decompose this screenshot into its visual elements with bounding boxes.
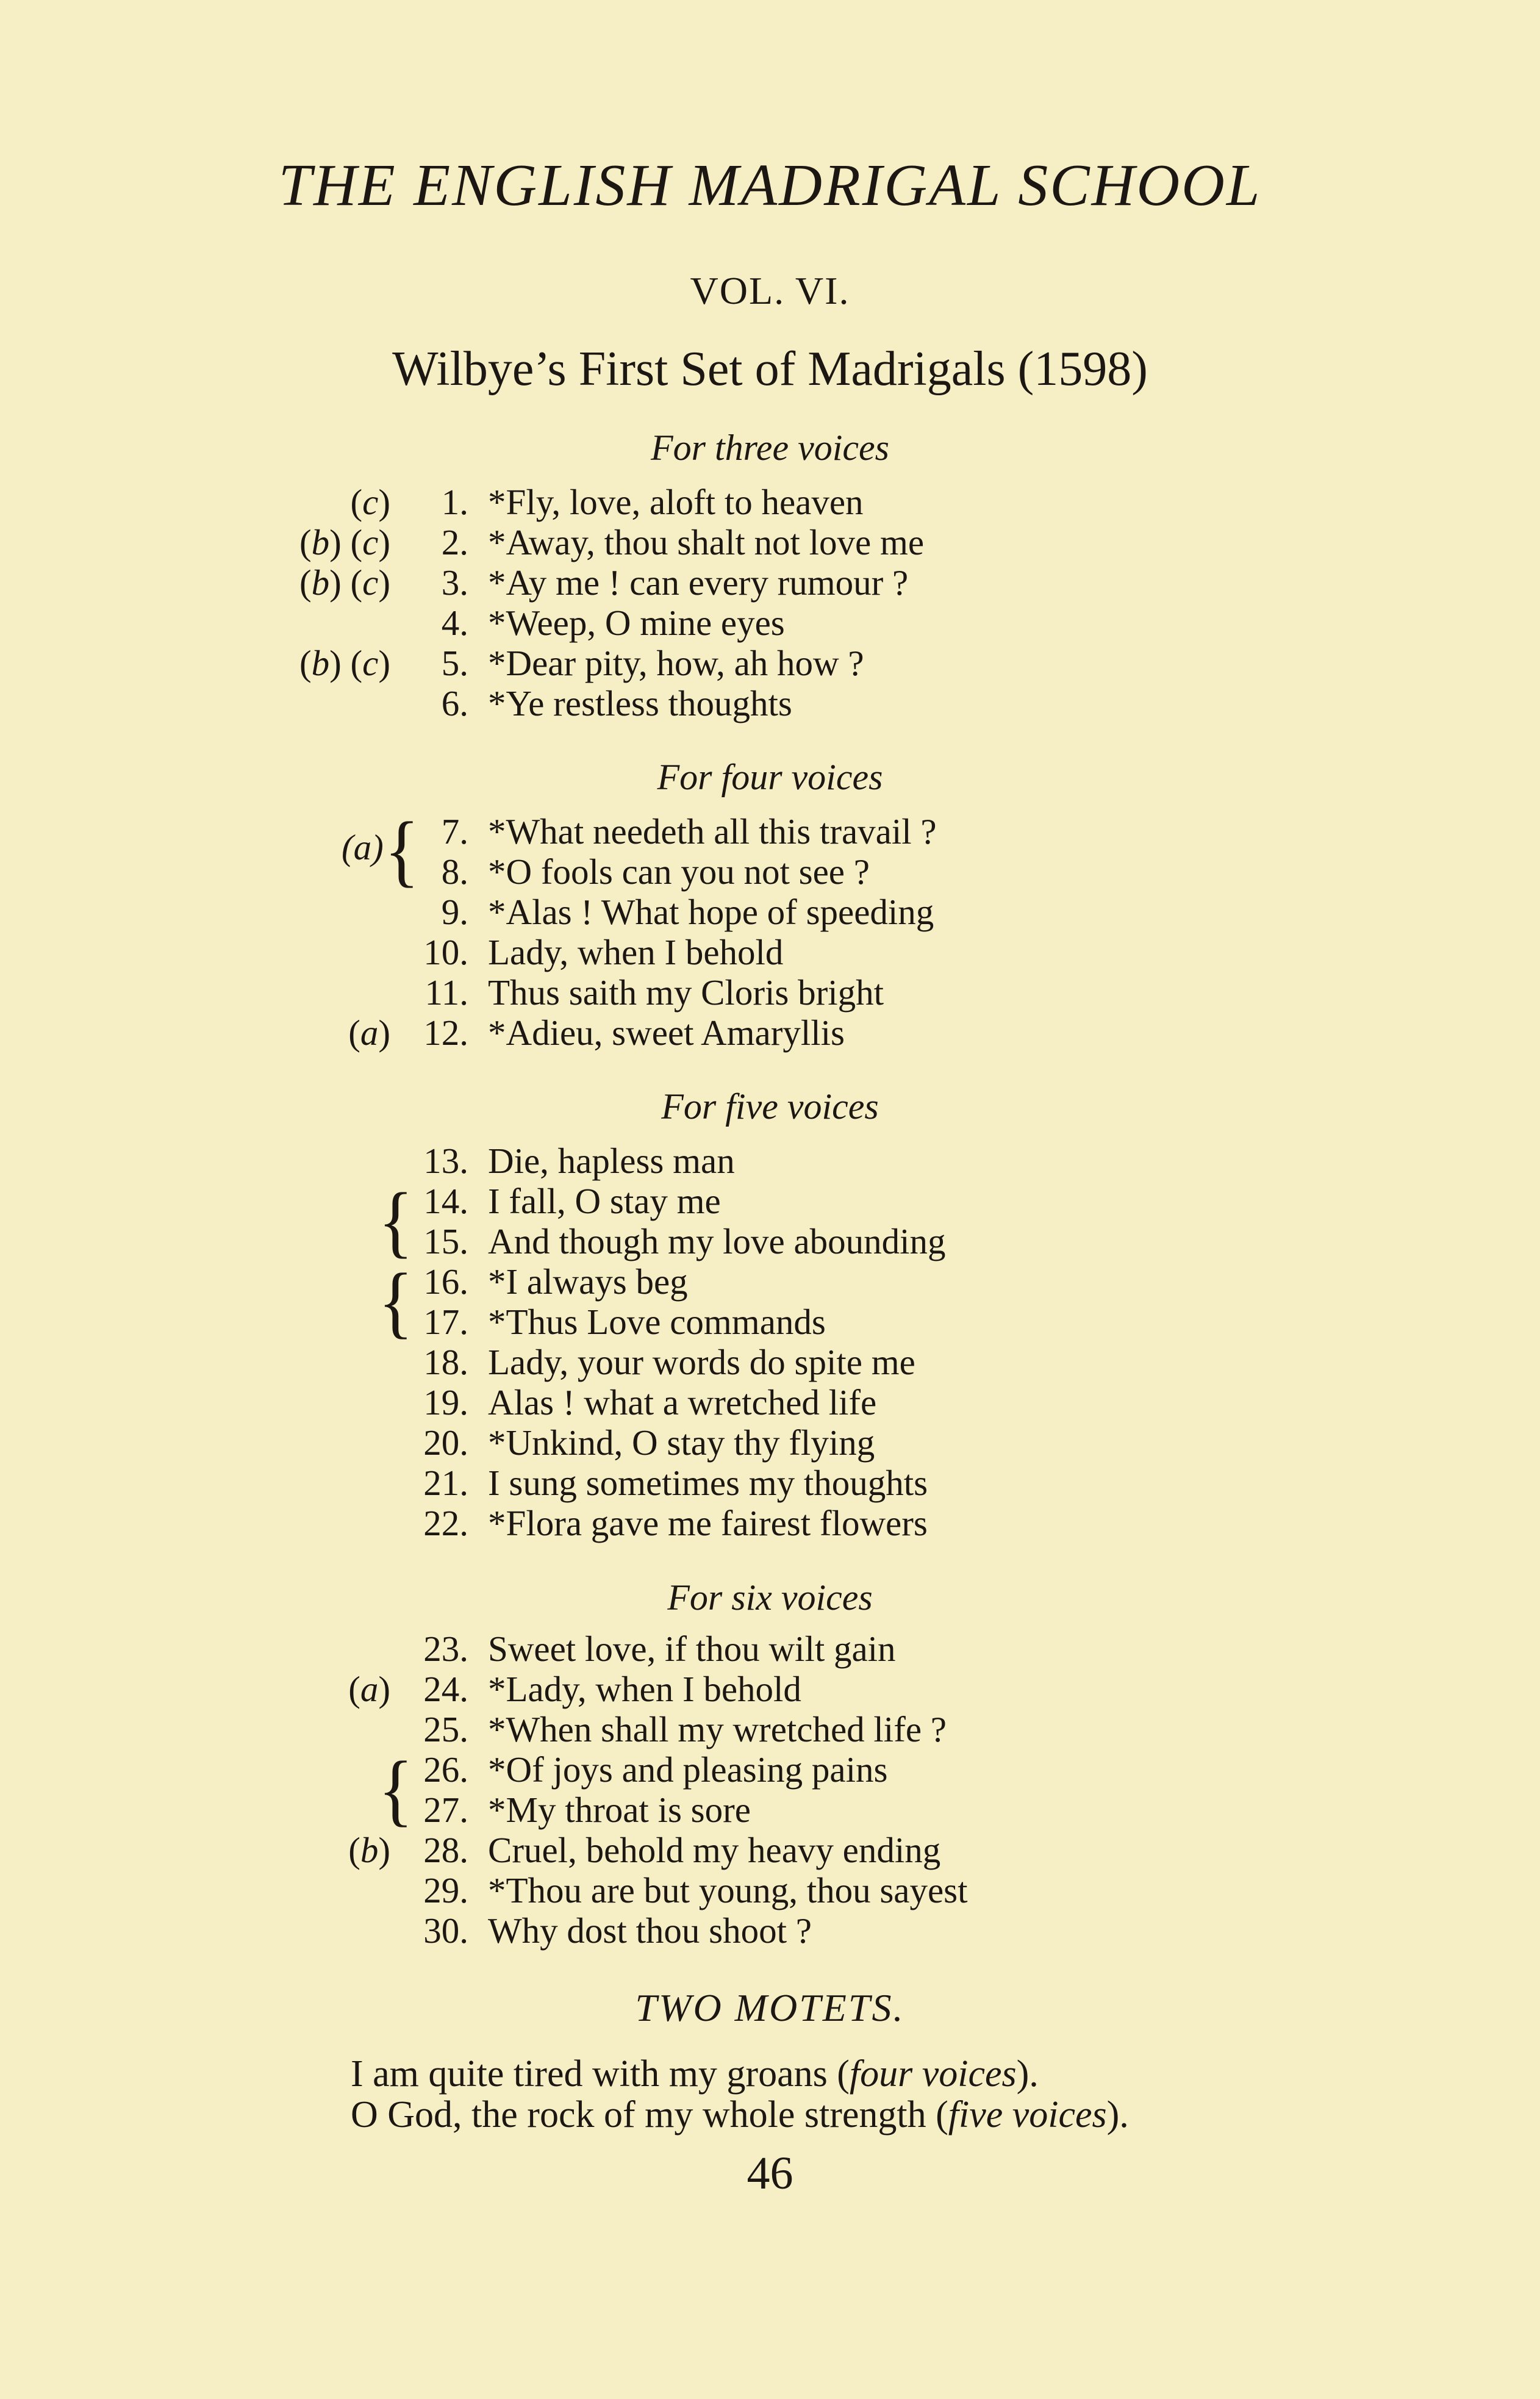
entry-title: *Lady, when I behold	[488, 1669, 801, 1709]
brace-label: (a)	[342, 827, 384, 867]
entry-number: 16.	[423, 1261, 468, 1302]
list-item	[0, 1261, 1540, 1302]
entry-number: 23.	[423, 1629, 468, 1669]
list-item	[0, 1790, 1540, 1830]
entry-title: Lady, when I behold	[488, 932, 784, 972]
entry-number: 4.	[441, 603, 468, 643]
section-heading: For six voices	[667, 1577, 873, 1618]
entry-title: Thus saith my Cloris bright	[488, 972, 884, 1013]
entry-title: *Dear pity, how, ah how ?	[488, 643, 864, 683]
entry-title: Sweet love, if thou wilt gain	[488, 1629, 896, 1669]
page-title: THE ENGLISH MADRIGAL SCHOOL	[278, 152, 1262, 218]
entry-title: *Unkind, O stay thy flying	[488, 1422, 875, 1463]
section-heading: For five voices	[661, 1086, 879, 1127]
entry-number: 19.	[423, 1382, 468, 1422]
list-item	[0, 1910, 1540, 1951]
list-item	[0, 1181, 1540, 1221]
entry-title: Cruel, behold my heavy ending	[488, 1830, 941, 1870]
list-item	[0, 1382, 1540, 1422]
entry-mark: (c)	[350, 482, 390, 522]
entry-mark: (a)	[348, 1669, 390, 1709]
entry-title: Lady, your words do spite me	[488, 1342, 915, 1382]
list-item	[0, 1463, 1540, 1503]
entry-number: 9.	[441, 892, 468, 932]
entry-number: 15.	[423, 1221, 468, 1261]
entry-number: 7.	[441, 811, 468, 852]
entry-number: 17.	[423, 1302, 468, 1342]
list-item	[0, 852, 1540, 892]
entry-mark: (b) (c)	[299, 522, 390, 562]
brace-mark: {	[378, 1257, 414, 1346]
list-item	[0, 562, 1540, 603]
entry-title: *Ay me ! can every rumour ?	[488, 562, 909, 603]
entry-number: 30.	[423, 1910, 468, 1951]
entry-title: And though my love abounding	[488, 1221, 946, 1261]
entry-number: 12.	[423, 1013, 468, 1053]
list-item	[0, 683, 1540, 723]
list-item	[0, 1302, 1540, 1342]
entry-number: 8.	[441, 852, 468, 892]
list-item	[0, 1709, 1540, 1749]
volume-label: VOL. VI.	[690, 269, 850, 312]
entry-number: 2.	[441, 522, 468, 562]
entry-title: *Thus Love commands	[488, 1302, 826, 1342]
entry-mark: (b) (c)	[299, 562, 390, 603]
entry-title: Alas ! what a wretched life	[488, 1382, 877, 1422]
entry-number: 29.	[423, 1870, 468, 1910]
entry-title: *When shall my wretched life ?	[488, 1709, 947, 1749]
list-item	[0, 1342, 1540, 1382]
entry-title: *Alas ! What hope of speeding	[488, 892, 934, 932]
list-item	[0, 1669, 1540, 1709]
list-item	[0, 522, 1540, 562]
list-item	[0, 1629, 1540, 1669]
entry-mark: (b)	[348, 1830, 390, 1870]
list-item	[0, 1013, 1540, 1053]
entry-title: *O fools can you not see ?	[488, 852, 870, 892]
list-item	[0, 932, 1540, 972]
motet-item: O God, the rock of my whole strength (five voices).	[351, 2094, 1129, 2135]
entry-title: *Flora gave me fairest flowers	[488, 1503, 928, 1543]
entry-number: 27.	[423, 1790, 468, 1830]
entry-title: *Of joys and pleasing pains	[488, 1749, 888, 1790]
entry-number: 26.	[423, 1749, 468, 1790]
entry-number: 24.	[423, 1669, 468, 1709]
entry-title: Die, hapless man	[488, 1141, 735, 1181]
entry-title: *Weep, O mine eyes	[488, 603, 785, 643]
entry-title: *I always beg	[488, 1261, 688, 1302]
section-heading: For three voices	[651, 428, 889, 468]
entry-title: *Thou are but young, thou sayest	[488, 1870, 968, 1910]
list-item	[0, 811, 1540, 852]
motets-heading: TWO MOTETS.	[635, 1986, 905, 2029]
entry-number: 1.	[441, 482, 468, 522]
list-item	[0, 1870, 1540, 1910]
entry-number: 28.	[423, 1830, 468, 1870]
entry-title: *Ye restless thoughts	[488, 683, 792, 723]
entry-number: 14.	[423, 1181, 468, 1221]
subtitle: Wilbye’s First Set of Madrigals (1598)	[392, 342, 1148, 396]
section-heading: For four voices	[657, 757, 883, 797]
entry-number: 25.	[423, 1709, 468, 1749]
entry-title: I fall, O stay me	[488, 1181, 721, 1221]
entry-mark: (a)	[348, 1013, 390, 1053]
brace-mark: {	[378, 1745, 414, 1834]
entry-number: 11.	[424, 972, 468, 1013]
list-item	[0, 1422, 1540, 1463]
entry-title: I sung sometimes my thoughts	[488, 1463, 928, 1503]
list-item	[0, 1749, 1540, 1790]
list-item	[0, 1830, 1540, 1870]
list-item	[0, 892, 1540, 932]
entry-number: 13.	[423, 1141, 468, 1181]
entry-mark: (b) (c)	[299, 643, 390, 683]
entry-title: *Away, thou shalt not love me	[488, 522, 925, 562]
entry-title: *My throat is sore	[488, 1790, 751, 1830]
brace-mark: {	[378, 1176, 414, 1266]
entry-number: 6.	[441, 683, 468, 723]
entry-title: Why dost thou shoot ?	[488, 1910, 812, 1951]
list-item	[0, 1503, 1540, 1543]
motet-item: I am quite tired with my groans (four voices).	[351, 2053, 1039, 2095]
list-item	[0, 1221, 1540, 1261]
list-item	[0, 643, 1540, 683]
entry-number: 21.	[423, 1463, 468, 1503]
entry-title: *Fly, love, aloft to heaven	[488, 482, 864, 522]
list-item	[0, 972, 1540, 1013]
entry-number: 10.	[423, 932, 468, 972]
entry-number: 18.	[423, 1342, 468, 1382]
list-item	[0, 603, 1540, 643]
entry-number: 3.	[441, 562, 468, 603]
page-number: 46	[747, 2148, 793, 2199]
brace-mark: {	[384, 805, 420, 895]
list-item	[0, 1141, 1540, 1181]
entry-title: *What needeth all this travail ?	[488, 811, 937, 852]
entry-title: *Adieu, sweet Amaryllis	[488, 1013, 845, 1053]
entry-number: 20.	[423, 1422, 468, 1463]
entry-number: 22.	[423, 1503, 468, 1543]
entry-number: 5.	[441, 643, 468, 683]
list-item	[0, 482, 1540, 522]
